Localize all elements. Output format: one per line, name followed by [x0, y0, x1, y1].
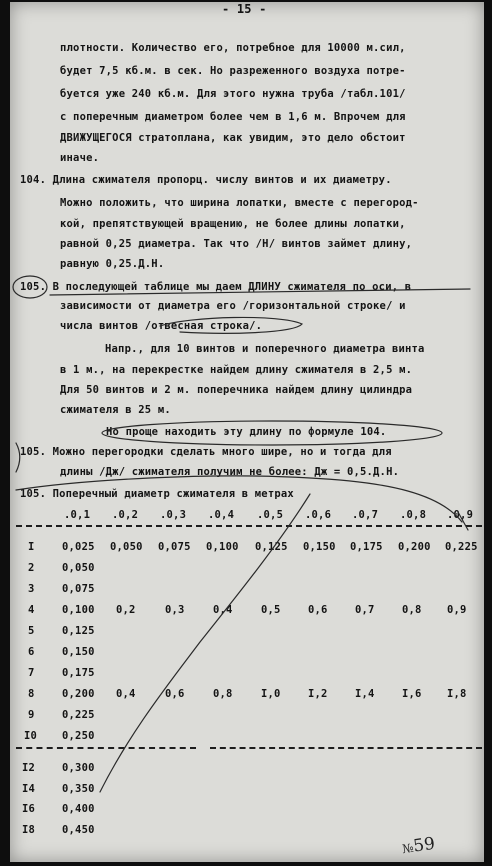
row-label: 5: [28, 625, 35, 637]
text-line: сжимателя в 25 м.: [60, 404, 171, 416]
section-105-second: 105. Можно перегородки сделать много шире, но и тогда для: [20, 446, 392, 458]
table-header-cell: .0,4: [208, 509, 235, 521]
table-cell: 0,225: [445, 541, 478, 553]
table-cell: 0,8: [402, 604, 422, 616]
table-cell: 0,350: [62, 783, 95, 795]
text-line: кой, препятствующей вращению, не более длины лопатки,: [60, 218, 406, 230]
table-header-cell: .0,9: [447, 509, 474, 521]
page-number: - 15 -: [222, 2, 267, 16]
table-cell: 0,175: [62, 667, 95, 679]
table-cell: I,0: [261, 688, 281, 700]
table-cell: 0,025: [62, 541, 95, 553]
table-header-cell: .0,1: [64, 509, 91, 521]
table-cell: 0,4: [116, 688, 136, 700]
table-title: 105. Поперечный диаметр сжимателя в метрах: [20, 488, 294, 500]
text-line: будет 7,5 кб.м. в сек. Но разреженного воздуха потре-: [60, 65, 406, 77]
table-cell: 0,150: [62, 646, 95, 658]
table-mid-rule: [16, 747, 196, 749]
table-cell: 0,175: [350, 541, 383, 553]
table-cell: 0,100: [206, 541, 239, 553]
row-label: 3: [28, 583, 35, 595]
table-cell: 0,6: [165, 688, 185, 700]
row-label: I2: [22, 762, 36, 774]
table-cell: I,8: [447, 688, 467, 700]
archive-mark: №59: [401, 833, 437, 857]
row-label: 4: [28, 604, 35, 616]
table-header-cell: .0,7: [352, 509, 379, 521]
row-label: 6: [28, 646, 35, 658]
row-label: 2: [28, 562, 35, 574]
text-line: Но проще находить эту длину по формуле 104.: [106, 426, 387, 438]
table-cell: 0,3: [165, 604, 185, 616]
table-header-cell: .0,3: [160, 509, 187, 521]
table-cell: 0,7: [355, 604, 375, 616]
table-cell: 0,400: [62, 803, 95, 815]
document-page: [10, 2, 484, 862]
text-line: с поперечным диаметром более чем в 1,6 м. Впрочем для: [60, 111, 406, 123]
table-cell: 0,8: [213, 688, 233, 700]
table-cell: 0,050: [110, 541, 143, 553]
table-header-cell: .0,6: [305, 509, 332, 521]
text-line: Для 50 винтов и 2 м. поперечника найдем длину цилиндра: [60, 384, 413, 396]
text-line: зависимости от диаметра его /горизонтальной строке/ и: [60, 300, 406, 312]
text-line: равной 0,25 диаметра. Так что /Н/ винтов займет длину,: [60, 238, 413, 250]
table-cell: 0,150: [303, 541, 336, 553]
table-cell: 0,200: [398, 541, 431, 553]
table-cell: 0,450: [62, 824, 95, 836]
row-label: I0: [24, 730, 38, 742]
text-line: Можно положить, что ширина лопатки, вместе с перегород-: [60, 197, 419, 209]
table-cell: 0,225: [62, 709, 95, 721]
table-cell: 0,075: [158, 541, 191, 553]
row-label: I4: [22, 783, 36, 795]
text-line: плотности. Количество его, потребное для 10000 м.сил,: [60, 42, 406, 54]
table-header-rule: [16, 525, 482, 527]
text-line: длины /Дж/ сжимателя получим не более: Дж = 0,5.Д.Н.: [60, 466, 400, 478]
text-line: числа винтов /отвесная строка/.: [60, 320, 263, 332]
archive-mark-number: 59: [412, 833, 437, 857]
table-cell: 0,300: [62, 762, 95, 774]
table-header-cell: .0,2: [112, 509, 139, 521]
table-cell: 0,2: [116, 604, 136, 616]
row-label: 8: [28, 688, 35, 700]
table-cell: 0,075: [62, 583, 95, 595]
table-cell: I,2: [308, 688, 328, 700]
row-label: I6: [22, 803, 36, 815]
table-cell: 0,200: [62, 688, 95, 700]
row-label: I: [28, 541, 35, 553]
row-label: 7: [28, 667, 35, 679]
table-cell: 0,100: [62, 604, 95, 616]
row-label: 9: [28, 709, 35, 721]
text-line: ДВИЖУЩЕГОСЯ стратоплана, как увидим, это дело обстоит: [60, 132, 406, 144]
table-cell: 0,9: [447, 604, 467, 616]
text-line: равную 0,25.Д.Н.: [60, 258, 165, 270]
text-line: буется уже 240 кб.м. Для этого нужна труба /табл.101/: [60, 88, 406, 100]
row-label: I8: [22, 824, 36, 836]
table-cell: 0,050: [62, 562, 95, 574]
table-cell: 0,125: [255, 541, 288, 553]
section-104: 104. Длина сжимателя пропорц. числу винтов и их диаметру.: [20, 174, 392, 186]
text-line: иначе.: [60, 152, 100, 164]
section-105: 105. В последующей таблице мы даем ДЛИНУ сжимателя по оси, в: [20, 281, 412, 293]
table-cell: 0,5: [261, 604, 281, 616]
table-cell: 0,4: [213, 604, 233, 616]
text-line: в 1 м., на перекрестке найдем длину сжимателя в 2,5 м.: [60, 364, 413, 376]
table-header-cell: .0,8: [400, 509, 427, 521]
table-cell: 0,250: [62, 730, 95, 742]
text-line: Напр., для 10 винтов и поперечного диаметра винта: [105, 343, 425, 355]
table-cell: I,4: [355, 688, 375, 700]
table-cell: 0,125: [62, 625, 95, 637]
table-cell: 0,6: [308, 604, 328, 616]
table-mid-rule: [210, 747, 482, 749]
table-cell: I,6: [402, 688, 422, 700]
table-header-cell: .0,5: [257, 509, 284, 521]
